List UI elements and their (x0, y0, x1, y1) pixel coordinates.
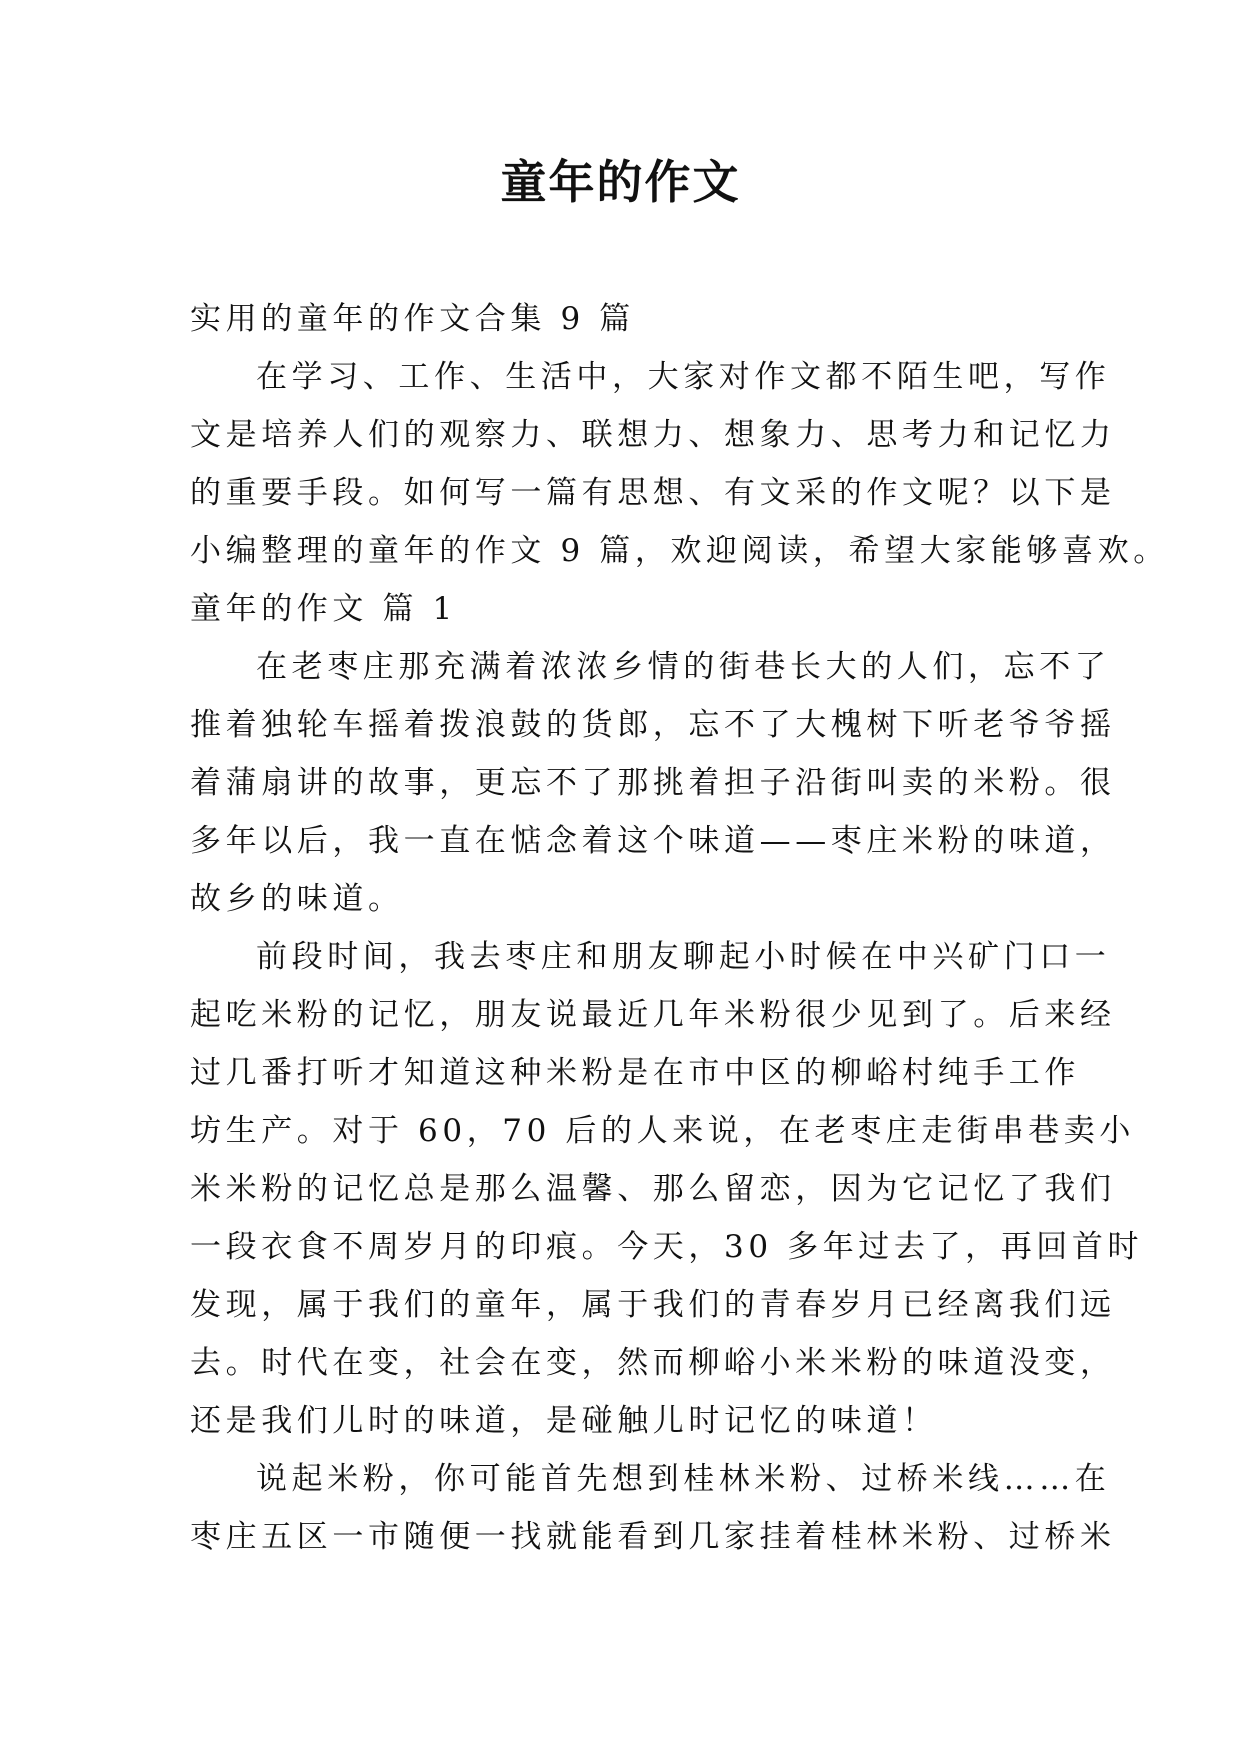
text-line: 多年以后，我一直在惦念着这个味道——枣庄米粉的味道， (190, 823, 1116, 859)
text-line: 故乡的味道。 (190, 881, 404, 917)
text-line: 小编整理的童年的作文 9 篇，欢迎阅读，希望大家能够喜欢。 (190, 533, 1169, 569)
text-line: 着蒲扇讲的故事，更忘不了那挑着担子沿街叫卖的米粉。很 (190, 765, 1116, 801)
text-line: 发现，属于我们的童年，属于我们的青春岁月已经离我们远 (190, 1287, 1116, 1323)
text-line: 说起米粉，你可能首先想到桂林米粉、过桥米线……在 (256, 1461, 1111, 1497)
text-line: 枣庄五区一市随便一找就能看到几家挂着桂林米粉、过桥米 (190, 1519, 1116, 1555)
text-line: 在老枣庄那充满着浓浓乡情的街巷长大的人们，忘不了 (256, 649, 1111, 685)
text-line: 的重要手段。如何写一篇有思想、有文采的作文呢？以下是 (190, 475, 1116, 511)
text-line: 坊生产。对于 60，70 后的人来说，在老枣庄走街串巷卖小 (190, 1113, 1135, 1149)
document-title: 童年的作文 (500, 155, 741, 209)
text-line: 推着独轮车摇着拨浪鼓的货郎，忘不了大槐树下听老爷爷摇 (190, 707, 1116, 743)
text-line: 实用的童年的作文合集 9 篇 (190, 301, 635, 337)
text-line: 前段时间，我去枣庄和朋友聊起小时候在中兴矿门口一 (256, 939, 1111, 975)
text-line: 在学习、工作、生活中，大家对作文都不陌生吧，写作 (256, 359, 1111, 395)
text-line: 童年的作文 篇 1 (190, 591, 457, 627)
text-line: 还是我们儿时的味道，是碰触儿时记忆的味道！ (190, 1403, 938, 1439)
text-line: 起吃米粉的记忆，朋友说最近几年米粉很少见到了。后来经 (190, 997, 1116, 1033)
text-line: 文是培养人们的观察力、联想力、想象力、思考力和记忆力 (190, 417, 1116, 453)
text-line: 米米粉的记忆总是那么温馨、那么留恋，因为它记忆了我们 (190, 1171, 1116, 1207)
document-body (190, 290, 1169, 1566)
text-line: 过几番打听才知道这种米粉是在市中区的柳峪村纯手工作 (190, 1055, 1080, 1091)
text-line: 一段衣食不周岁月的印痕。今天，30 多年过去了，再回首时 (190, 1229, 1144, 1265)
text-line: 去。时代在变，社会在变，然而柳峪小米米粉的味道没变， (190, 1345, 1116, 1381)
